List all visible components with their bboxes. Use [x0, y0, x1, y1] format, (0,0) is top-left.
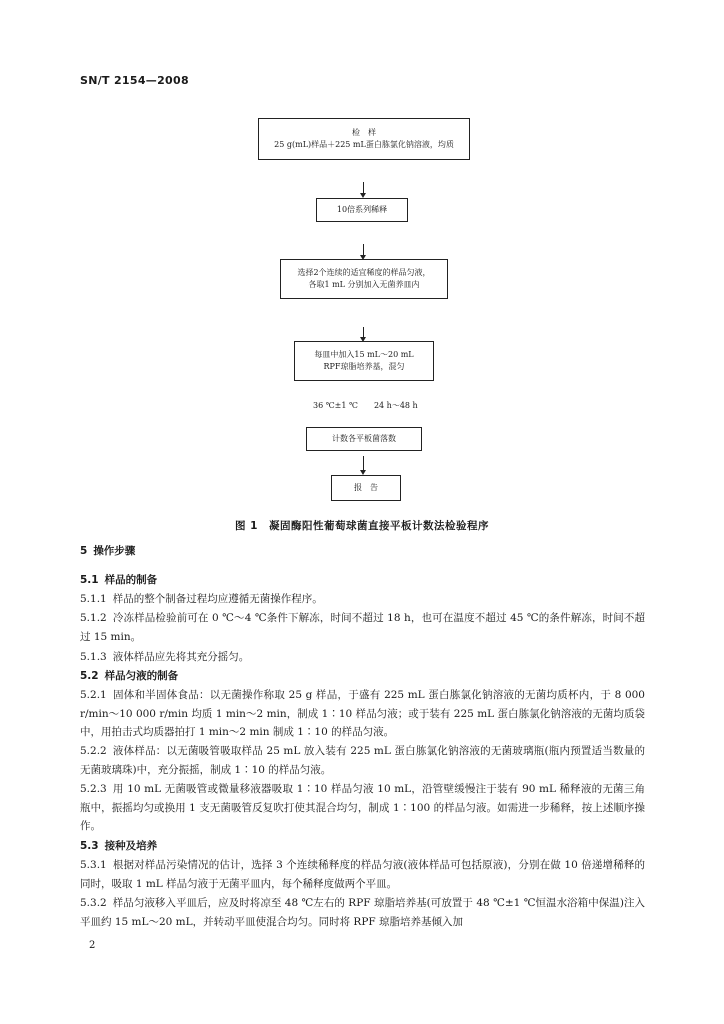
clause-text: 根据对样品污染情况的估计，选择 3 个连续稀释度的样品匀液(液体样品可包括原液)，分别在做 10 倍递增稀释的同时，吸取 1 mL 样品匀液于无菌平皿内，每个稀释度做两个平皿。 [80, 859, 645, 890]
paragraph [80, 780, 645, 836]
clause-number: 5.1.2 [80, 612, 107, 624]
clause-number: 5.2.1 [80, 689, 107, 701]
clause-number: 5.1.3 [80, 651, 107, 663]
section-heading [80, 542, 645, 561]
section-title: 操作步骤 [93, 545, 136, 557]
clause-number: 5.1.1 [80, 593, 107, 605]
standard-number: SN/T 2154—2008 [80, 74, 189, 87]
flow-arrow [363, 182, 364, 193]
section-heading [80, 667, 645, 686]
section-number: 5 [80, 545, 88, 557]
incubation-conditions: 36 ℃±1 ℃ 24 h～48 h [313, 401, 418, 410]
page-number: 2 [89, 940, 96, 951]
section-title: 接种及培养 [104, 840, 158, 852]
flow-box-medium [294, 341, 434, 381]
flow-arrow [363, 456, 364, 470]
flow-box-report [331, 475, 401, 501]
section-title: 样品的制备 [104, 574, 158, 586]
clause-number: 5.2.3 [80, 783, 107, 795]
clause-text: 液体样品：以无菌吸管吸取样品 25 mL 放入装有 225 mL 蛋白胨氯化钠溶液的无菌玻璃瓶(瓶内预置适当数量的无菌玻璃珠)中，充分振摇，制成 1∶10 的样品匀液。 [80, 745, 645, 776]
paragraph [80, 609, 645, 646]
flow-box-count [306, 427, 422, 451]
flow-box-report-text: 报 告 [354, 483, 378, 492]
clause-text: 样品匀液移入平皿后，应及时将凉至 48 ℃左右的 RPF 琼脂培养基(可放置于 48 ℃±1 ℃恒温水浴箱中保温)注入平皿约 15 mL～20 mL，并转动平皿使混合均匀。同时将 RPF 琼脂培养基倾入加 [80, 897, 645, 928]
paragraph [80, 590, 645, 609]
flow-arrow [363, 244, 364, 255]
flow-box-sample [258, 118, 470, 160]
paragraph [80, 856, 645, 893]
flow-box-sample-title: 检 样 [352, 128, 376, 137]
clause-text: 液体样品应先将其充分摇匀。 [112, 651, 250, 663]
flow-box-select [280, 259, 448, 299]
figure-caption: 图 1 凝固酶阳性葡萄球菌直接平板计数法检验程序 [235, 520, 489, 532]
section-heading [80, 837, 645, 856]
paragraph [80, 686, 645, 742]
section-title: 样品匀液的制备 [104, 670, 179, 682]
clause-number: 5.2.2 [80, 745, 107, 757]
clause-text: 样品的整个制备过程均应遵循无菌操作程序。 [112, 593, 323, 605]
paragraph [80, 648, 645, 667]
flow-box-dilution [316, 198, 408, 222]
clause-text: 用 10 mL 无菌吸管或微量移液器吸取 1∶10 样品匀液 10 mL，沿管壁缓慢注于装有 90 mL 稀释液的无菌三角瓶中，振摇均匀或换用 1 支无菌吸管反复吹打使其混合均匀，制成 1∶100 的样品匀液。如需进一步稀释，按上述顺序操作。 [80, 783, 645, 832]
flow-box-sample-desc: 25 g(mL)样品＋225 mL蛋白胨氯化钠溶液，均质 [274, 140, 454, 149]
section-number: 5.1 [80, 574, 99, 586]
section-number: 5.3 [80, 840, 99, 852]
flow-arrow [363, 327, 364, 337]
flow-box-medium-line1: 每皿中加入15 mL～20 mL [314, 350, 414, 359]
clause-text: 冷冻样品检验前可在 0 ℃～4 ℃条件下解冻，时间不超过 18 h，也可在温度不超过 45 ℃的条件解冻，时间不超过 15 min。 [80, 612, 645, 643]
section-heading [80, 571, 645, 590]
clause-number: 5.3.2 [80, 897, 107, 909]
flow-box-dilution-text: 10倍系列稀释 [336, 205, 388, 214]
paragraph [80, 894, 645, 931]
section-number: 5.2 [80, 670, 99, 682]
paragraph [80, 742, 645, 779]
flow-box-medium-line2: RPF琼脂培养基，混匀 [323, 362, 405, 371]
flow-box-select-line1: 选择2个连续的适宜稀度的样品匀液， [297, 268, 431, 277]
clause-text: 固体和半固体食品：以无菌操作称取 25 g 样品，于盛有 225 mL 蛋白胨氯化钠溶液的无菌均质杯内，于 8 000 r/min～10 000 r/min 均质 1 min～2 min，制成 1∶10 样品匀液；或于装有 225 mL 蛋白胨氯化钠溶液的无菌均质袋中，用拍击式均质器拍打 1 min～2 min 制成 1∶10 的样品匀液。 [80, 689, 645, 738]
flow-box-select-line2: 各取1 mL 分别加入无菌养皿内 [308, 280, 420, 289]
clause-number: 5.3.1 [80, 859, 107, 871]
flow-box-count-text: 计数各平板菌落数 [332, 434, 396, 443]
